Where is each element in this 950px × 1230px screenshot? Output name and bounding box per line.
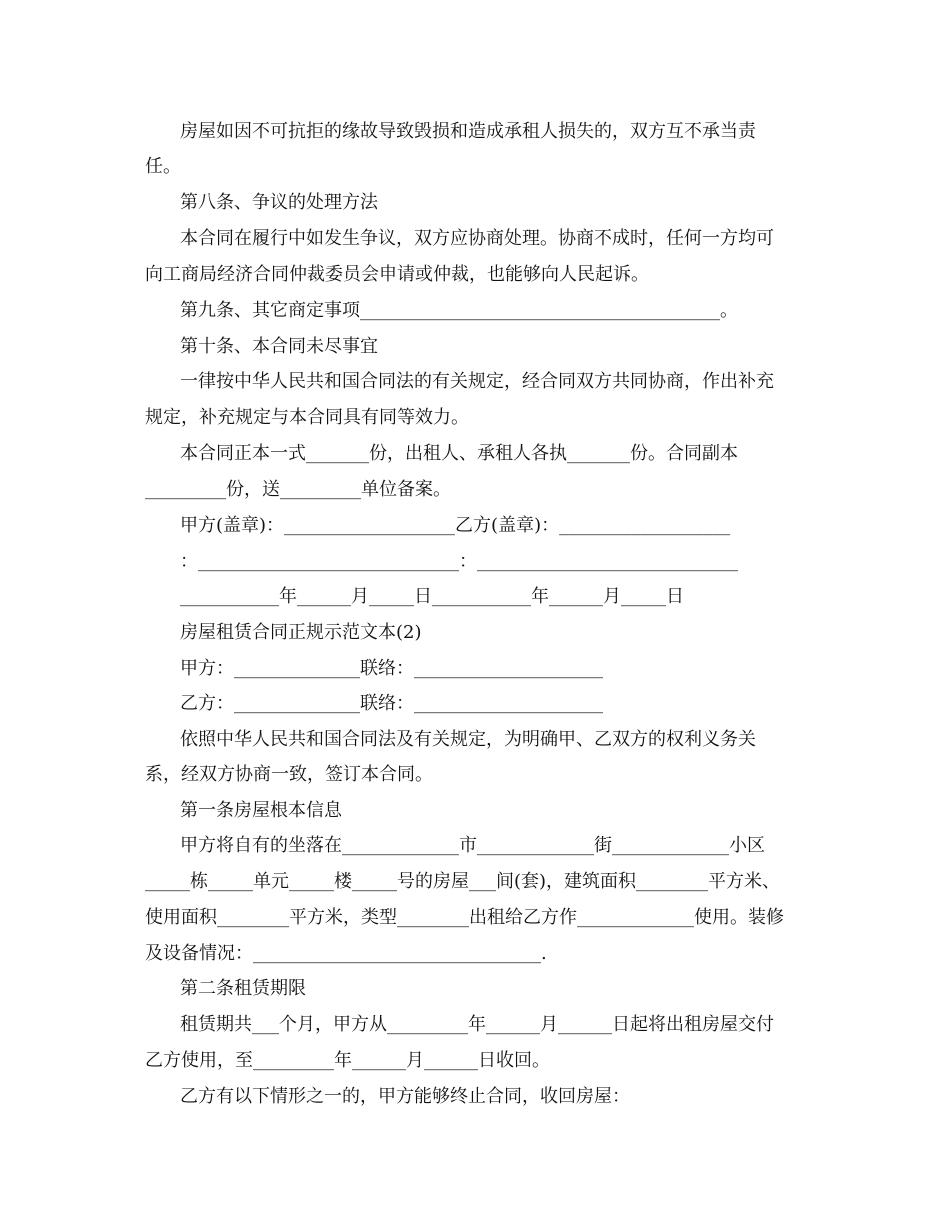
paragraph-line: 依照中华人民共和国合同法及有关规定，为明确甲、乙双方的权利义务关 bbox=[180, 729, 756, 750]
party-line: 乙方：______________联络：_____________________ bbox=[180, 693, 603, 714]
paragraph-line: 租赁期共___个月，甲方从_________年______月______日起将出租房屋交付 bbox=[180, 1014, 774, 1035]
signature-line: ：_____________________________：_____________________________ bbox=[180, 551, 738, 572]
date-line: ___________年______月_____日___________年______月_____日 bbox=[180, 586, 684, 607]
paragraph-line: 一律按中华人民共和国合同法的有关规定，经合同双方共同协商，作出补充 bbox=[180, 371, 774, 392]
paragraph-line: 系，经双方协商一致，签订本合同。 bbox=[145, 764, 433, 785]
section-heading: 第九条、其它商定事项________________________________________。 bbox=[180, 300, 738, 321]
paragraph-line: _____栋_____单元_____楼_____号的房屋___间(套)，建筑面积________平方米、 bbox=[145, 871, 781, 892]
paragraph-line: 甲方将自有的坐落在_____________市_____________街_____________小区 bbox=[180, 835, 765, 856]
paragraph-line: 本合同在履行中如发生争议，双方应协商处理。协商不成时，任何一方均可 bbox=[180, 228, 774, 249]
paragraph-line: 任。 bbox=[145, 156, 181, 177]
section-heading: 第二条租赁期限 bbox=[180, 978, 306, 999]
paragraph-line: 使用面积________平方米，类型________出租给乙方作_____________使用。装修 bbox=[145, 907, 784, 928]
paragraph-line: 乙方有以下情形之一的，甲方能够终止合同，收回房屋： bbox=[180, 1086, 630, 1107]
paragraph-line: 本合同正本一式_______份，出租人、承租人各执_______份。合同副本 bbox=[180, 443, 738, 464]
paragraph-line: 向工商局经济合同仲裁委员会申请或仲裁，也能够向人民起诉。 bbox=[145, 264, 649, 285]
paragraph-line: _________份，送_________单位备案。 bbox=[145, 479, 451, 500]
section-heading: 第八条、争议的处理方法 bbox=[180, 192, 378, 213]
paragraph-line: 规定，补充规定与本合同具有同等效力。 bbox=[145, 407, 469, 428]
section-heading: 第十条、本合同未尽事宜 bbox=[180, 336, 378, 357]
paragraph-line: 及设备情况：________________________________. bbox=[145, 943, 547, 964]
signature-line: 甲方(盖章)：___________________乙方(盖章)：___________________ bbox=[180, 515, 731, 536]
section-heading: 第一条房屋根本信息 bbox=[180, 800, 342, 821]
party-line: 甲方：______________联络：_____________________ bbox=[180, 658, 603, 679]
paragraph-line: 房屋如因不可抗拒的缘故导致毁损和造成承租人损失的，双方互不承当责 bbox=[180, 121, 756, 142]
document-title: 房屋租赁合同正规示范文本(2) bbox=[180, 622, 422, 643]
paragraph-line: 乙方使用，至_________年______月______日收回。 bbox=[145, 1050, 550, 1071]
